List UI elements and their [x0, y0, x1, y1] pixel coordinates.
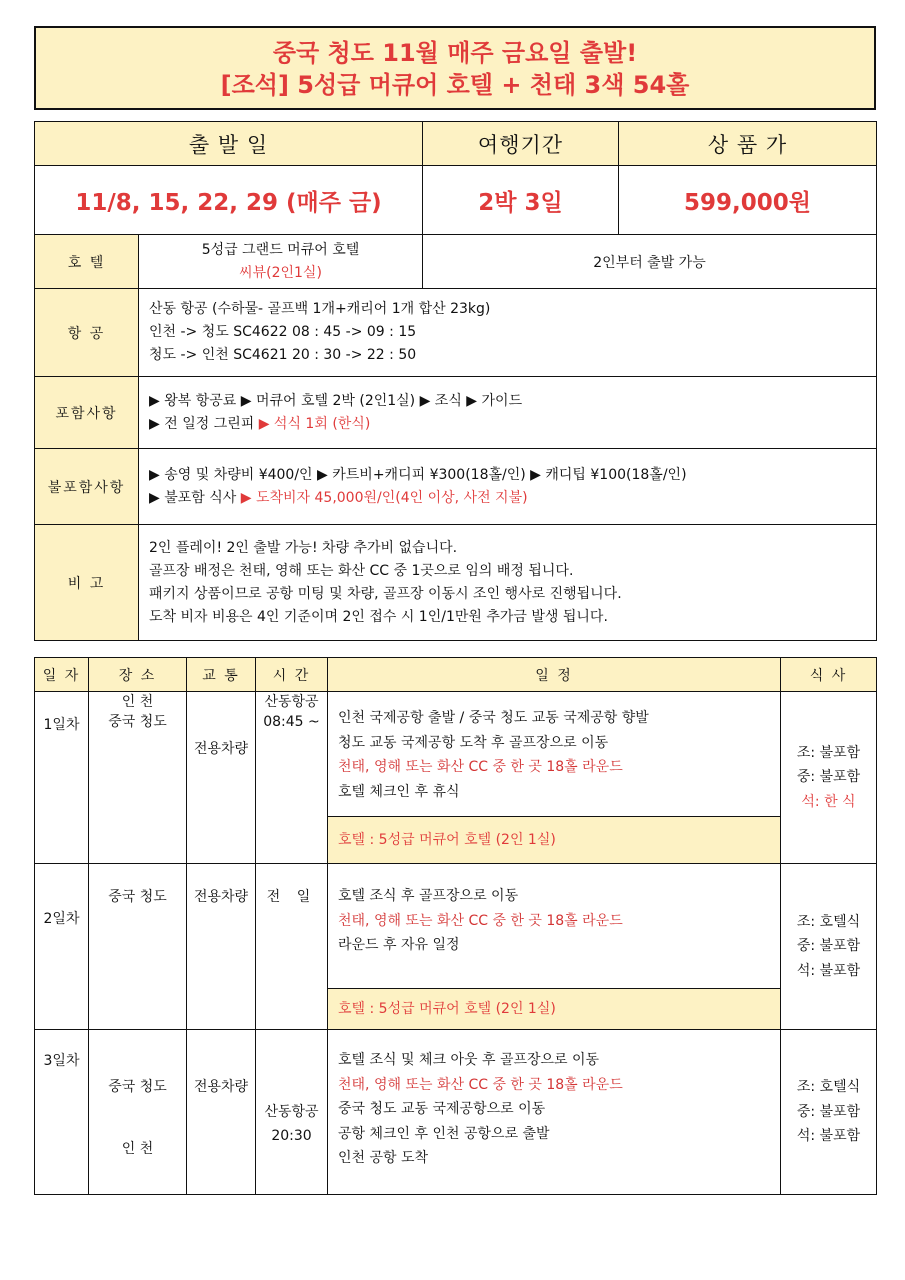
meal-lunch: 중: 불포함: [796, 1103, 861, 1120]
remark-line-2: 골프장 배정은 천태, 영해 또는 화산 CC 중 1곳으로 임의 배정 됩니다.: [149, 562, 574, 579]
day-time: [256, 692, 328, 864]
included-line-2-text: ▶ 전 일정 그린피: [149, 415, 259, 432]
flight-outbound: 인천 -> 청도 SC4622 08 : 45 -> 09 : 15: [149, 324, 417, 340]
place-destination: 인 천: [121, 1141, 154, 1157]
flight-airline: 산동 항공 (수하물- 골프백 1개+캐리어 1개 합산 23kg): [149, 301, 491, 317]
itin-header-place: 장 소: [89, 658, 187, 692]
place-origin: 인 천: [121, 694, 154, 710]
meal-lunch: 중: 불포함: [796, 938, 861, 955]
title-banner: [34, 26, 876, 110]
product-price: 599,000원: [619, 166, 877, 235]
day-label: 1일차: [35, 692, 89, 864]
schedule-line: 청도 교동 국제공항 도착 후 골프장으로 이동: [338, 734, 609, 751]
itin-header-meals: 식 사: [781, 658, 877, 692]
itinerary-day-1: [35, 692, 877, 864]
trip-duration: 2박 3일: [423, 166, 619, 235]
excluded-line-2: [149, 487, 876, 510]
excluded-line-1: ▶ 송영 및 차량비 ¥400/인 ▶ 카트비+캐디피 ¥300(18홀/인) ▶ 캐디팁 ¥100(18홀/인): [149, 466, 687, 483]
remark-line-4: 도착 비자 비용은 4인 기준이며 2인 접수 시 1인/1만원 추가금 발생 됩니다.: [149, 608, 608, 625]
place-destination: 중국 청도: [108, 714, 167, 730]
day-meals: [781, 692, 877, 864]
day-meals: [781, 864, 877, 1030]
header-departure: 출 발 일: [35, 122, 423, 166]
meal-dinner: 석: 한 식: [801, 793, 856, 810]
itin-header-day: 일 자: [35, 658, 89, 692]
day-time: 전 일: [256, 864, 328, 1030]
summary-table: [34, 121, 877, 641]
hotel-note: 2인부터 출발 가능: [423, 235, 877, 289]
day-transport: 전용차량: [187, 1030, 256, 1195]
schedule-line: 호텔 체크인 후 휴식: [338, 783, 460, 800]
itinerary-day-3: [35, 1030, 877, 1195]
included-line-2: [149, 413, 876, 436]
day-schedule: [328, 692, 781, 864]
schedule-line: 공항 체크인 후 인천 공항으로 출발: [338, 1125, 550, 1142]
day-meals: [781, 1030, 877, 1195]
day-place: [89, 692, 187, 864]
meal-dinner: 석: 불포함: [796, 962, 861, 979]
day-schedule: [328, 1030, 781, 1195]
day-label: 3일차: [35, 1030, 89, 1195]
day-place: [89, 1030, 187, 1195]
schedule-line: 인천 공항 도착: [338, 1150, 429, 1166]
schedule-golf: 천태, 영해 또는 화산 CC 중 한 곳 18홀 라운드: [338, 1076, 623, 1093]
excluded-line-2-text: ▶ 불포함 식사: [149, 489, 241, 506]
schedule-line: 인천 국제공항 출발 / 중국 청도 교동 국제공항 향발: [338, 710, 649, 726]
flight-return: 청도 -> 인천 SC4621 20 : 30 -> 22 : 50: [149, 347, 417, 363]
header-duration: 여행기간: [423, 122, 619, 166]
included-label: 포함사항: [35, 377, 139, 449]
day-label: 2일차: [35, 864, 89, 1030]
meal-breakfast: 조: 불포함: [796, 744, 861, 761]
included-dinner: ▶ 석식 1회 (한식): [258, 415, 371, 432]
meal-breakfast: 조: 호텔식: [796, 913, 861, 930]
meal-lunch: 중: 불포함: [796, 769, 861, 786]
itinerary-table: [34, 657, 877, 1195]
itin-header-transport: 교 통: [187, 658, 256, 692]
remarks-label: 비 고: [35, 525, 139, 641]
included-info: [139, 377, 877, 449]
remark-line-3: 패키지 상품이므로 공항 미팅 및 차량, 골프장 이동시 조인 행사로 진행됩니다.: [149, 585, 622, 602]
included-line-1: ▶ 왕복 항공료 ▶ 머큐어 호텔 2박 (2인1실) ▶ 조식 ▶ 가이드: [149, 392, 523, 409]
header-price: 상 품 가: [619, 122, 877, 166]
departure-dates: 11/8, 15, 22, 29 (매주 금): [35, 166, 423, 235]
hotel-info: [139, 235, 423, 289]
time-airline: 산동항공: [264, 694, 319, 710]
excluded-visa: ▶ 도착비자 45,000원/인(4인 이상, 사전 지불): [240, 489, 528, 506]
meal-dinner: 석: 불포함: [796, 1128, 861, 1145]
schedule-hotel: 호텔 : 5성급 머큐어 호텔 (2인 1실): [328, 988, 780, 1029]
time-departure: 20:30: [271, 1128, 312, 1144]
title-line-1: 중국 청도 11월 매주 금요일 출발!: [272, 39, 638, 67]
schedule-line: 호텔 조식 후 골프장으로 이동: [338, 888, 519, 904]
remark-line-1: 2인 플레이! 2인 출발 가능! 차량 추가비 없습니다.: [149, 539, 458, 556]
day-transport: 전용차량: [187, 864, 256, 1030]
excluded-info: [139, 449, 877, 525]
flight-info: [139, 289, 877, 377]
meal-breakfast: 조: 호텔식: [796, 1079, 861, 1096]
schedule-line: 중국 청도 교동 국제공항으로 이동: [338, 1101, 546, 1117]
schedule-golf: 천태, 영해 또는 화산 CC 중 한 곳 18홀 라운드: [338, 759, 623, 775]
hotel-label: 호 텔: [35, 235, 139, 289]
place-origin: 중국 청도: [108, 1079, 167, 1095]
flight-label: 항 공: [35, 289, 139, 377]
itin-header-time: 시 간: [256, 658, 328, 692]
schedule-golf: 천태, 영해 또는 화산 CC 중 한 곳 18홀 라운드: [338, 912, 623, 929]
excluded-label: 불포함사항: [35, 449, 139, 525]
schedule-line: 호텔 조식 및 체크 아웃 후 골프장으로 이동: [338, 1052, 600, 1068]
hotel-name: 5성급 그랜드 머큐어 호텔: [201, 241, 360, 258]
remarks-info: [139, 525, 877, 641]
itin-header-schedule: 일 정: [328, 658, 781, 692]
hotel-room: 씨뷰(2인1실): [239, 264, 322, 281]
title-line-2: [조석] 5성급 머큐어 호텔 + 천태 3색 54홀: [220, 71, 690, 99]
day-transport: 전용차량: [187, 692, 256, 864]
time-departure: 08:45 ~: [263, 714, 320, 730]
day-time: [256, 1030, 328, 1195]
day-schedule: [328, 864, 781, 1030]
schedule-hotel: 호텔 : 5성급 머큐어 호텔 (2인 1실): [328, 816, 780, 863]
schedule-line: 라운드 후 자유 일정: [338, 937, 460, 953]
day-place: 중국 청도: [89, 864, 187, 1030]
itinerary-day-2: [35, 864, 877, 1030]
time-airline: 산동항공: [264, 1104, 319, 1120]
